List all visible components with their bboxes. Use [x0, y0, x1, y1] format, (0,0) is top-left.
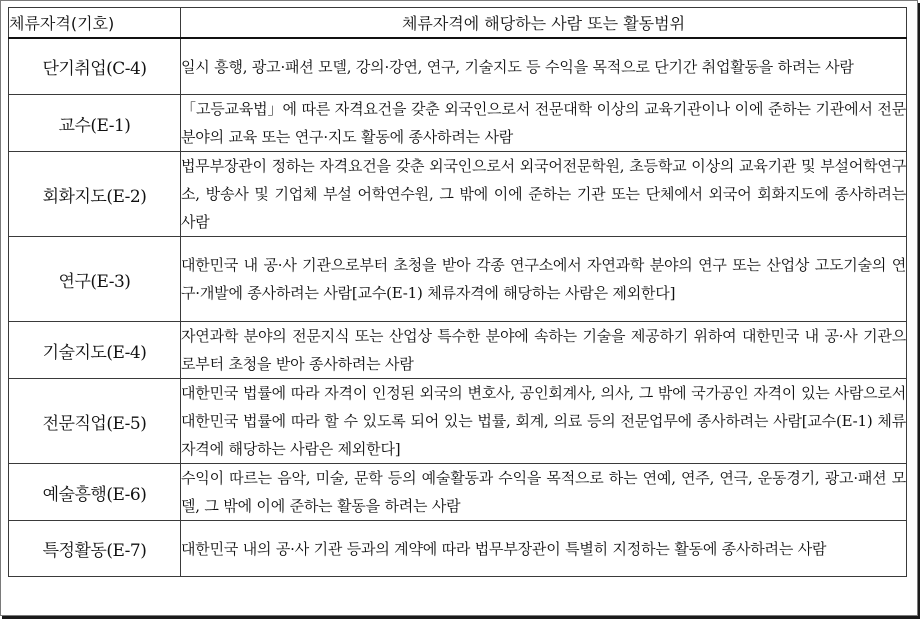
- description-cell: [181, 464, 907, 521]
- table-row: [9, 152, 907, 237]
- visa-type-cell: 교수(E-1): [9, 95, 181, 152]
- description-text: 대한민국 내 공·사 기관으로부터 초청을 받아 각종 연구소에서 자연과학 분야의 연구 또는 산업상 고도기술의 연구·개발에 종사하려는 사람[교수(E-1) 체류자격에 해당하는 사람은 제외한다]: [181, 256, 906, 302]
- description-cell: [181, 237, 907, 322]
- description-cell: [181, 379, 907, 464]
- table-row: [9, 95, 907, 152]
- description-cell: [181, 322, 907, 379]
- header-description: 체류자격에 해당하는 사람 또는 활동범위: [181, 8, 907, 39]
- table-row: [9, 322, 907, 379]
- table-row: [9, 379, 907, 464]
- description-text: 대한민국 내의 공·사 기관 등과의 계약에 따라 법무부장관이 특별히 지정하는 활동에 종사하려는 사람: [181, 539, 827, 558]
- header-row: [9, 8, 907, 39]
- description-cell: [181, 152, 907, 237]
- visa-type-cell: 연구(E-3): [9, 237, 181, 322]
- visa-type-cell: 전문직업(E-5): [9, 379, 181, 464]
- table-row: [9, 521, 907, 577]
- visa-type-cell: 예술흥행(E-6): [9, 464, 181, 521]
- description-text: 자연과학 분야의 전문지식 또는 산업상 특수한 분야에 속하는 기술을 제공하기 위하여 대한민국 내 공·사 기관으로부터 초청을 받아 종사하려는 사람: [181, 327, 906, 373]
- visa-status-table: [8, 7, 907, 577]
- table-row: [9, 38, 907, 95]
- visa-type-cell: 특정활동(E-7): [9, 521, 181, 577]
- description-text: 일시 흥행, 광고·패션 모델, 강의·강연, 연구, 기술지도 등 수익을 목적으로 단기간 취업활동을 하려는 사람: [181, 57, 854, 76]
- description-text: 법무부장관이 정하는 자격요건을 갖춘 외국인으로서 외국어전문학원, 초등학교 이상의 교육기관 및 부설어학연구소, 방송사 및 기업체 부설 어학연수원, 그 밖에 이에 준하는 기관 또는 단체에서 외국어 회화지도에 종사하려는 사람: [181, 157, 906, 231]
- table-row: [9, 464, 907, 521]
- description-text: 대한민국 법률에 따라 자격이 인정된 외국의 변호사, 공인회계사, 의사, 그 밖에 국가공인 자격이 있는 사람으로서 대한민국 법률에 따라 할 수 있도록 되어 있는 법률, 회계, 의료 등의 전문업무에 종사하려는 사람[교수(E-1) 체류자격에 해당하는 사람은 제외한다]: [181, 384, 906, 458]
- table-row: [9, 237, 907, 322]
- table-header: [9, 8, 907, 39]
- visa-type-cell: 기술지도(E-4): [9, 322, 181, 379]
- description-text: 수익이 따르는 음악, 미술, 문학 등의 예술활동과 수익을 목적으로 하는 연예, 연주, 연극, 운동경기, 광고·패션 모델, 그 밖에 이에 준하는 활동을 하려는 사람: [181, 469, 906, 515]
- description-text: 「고등교육법」에 따른 자격요건을 갖춘 외국인으로서 전문대학 이상의 교육기관이나 이에 준하는 기관에서 전문 분야의 교육 또는 연구·지도 활동에 종사하려는 사람: [181, 100, 906, 146]
- visa-type-cell: 단기취업(C-4): [9, 38, 181, 95]
- table-body: [9, 38, 907, 577]
- description-cell: [181, 38, 907, 95]
- description-cell: [181, 95, 907, 152]
- header-visa-type: 체류자격(기호): [9, 8, 181, 39]
- description-cell: [181, 521, 907, 577]
- visa-type-cell: 회화지도(E-2): [9, 152, 181, 237]
